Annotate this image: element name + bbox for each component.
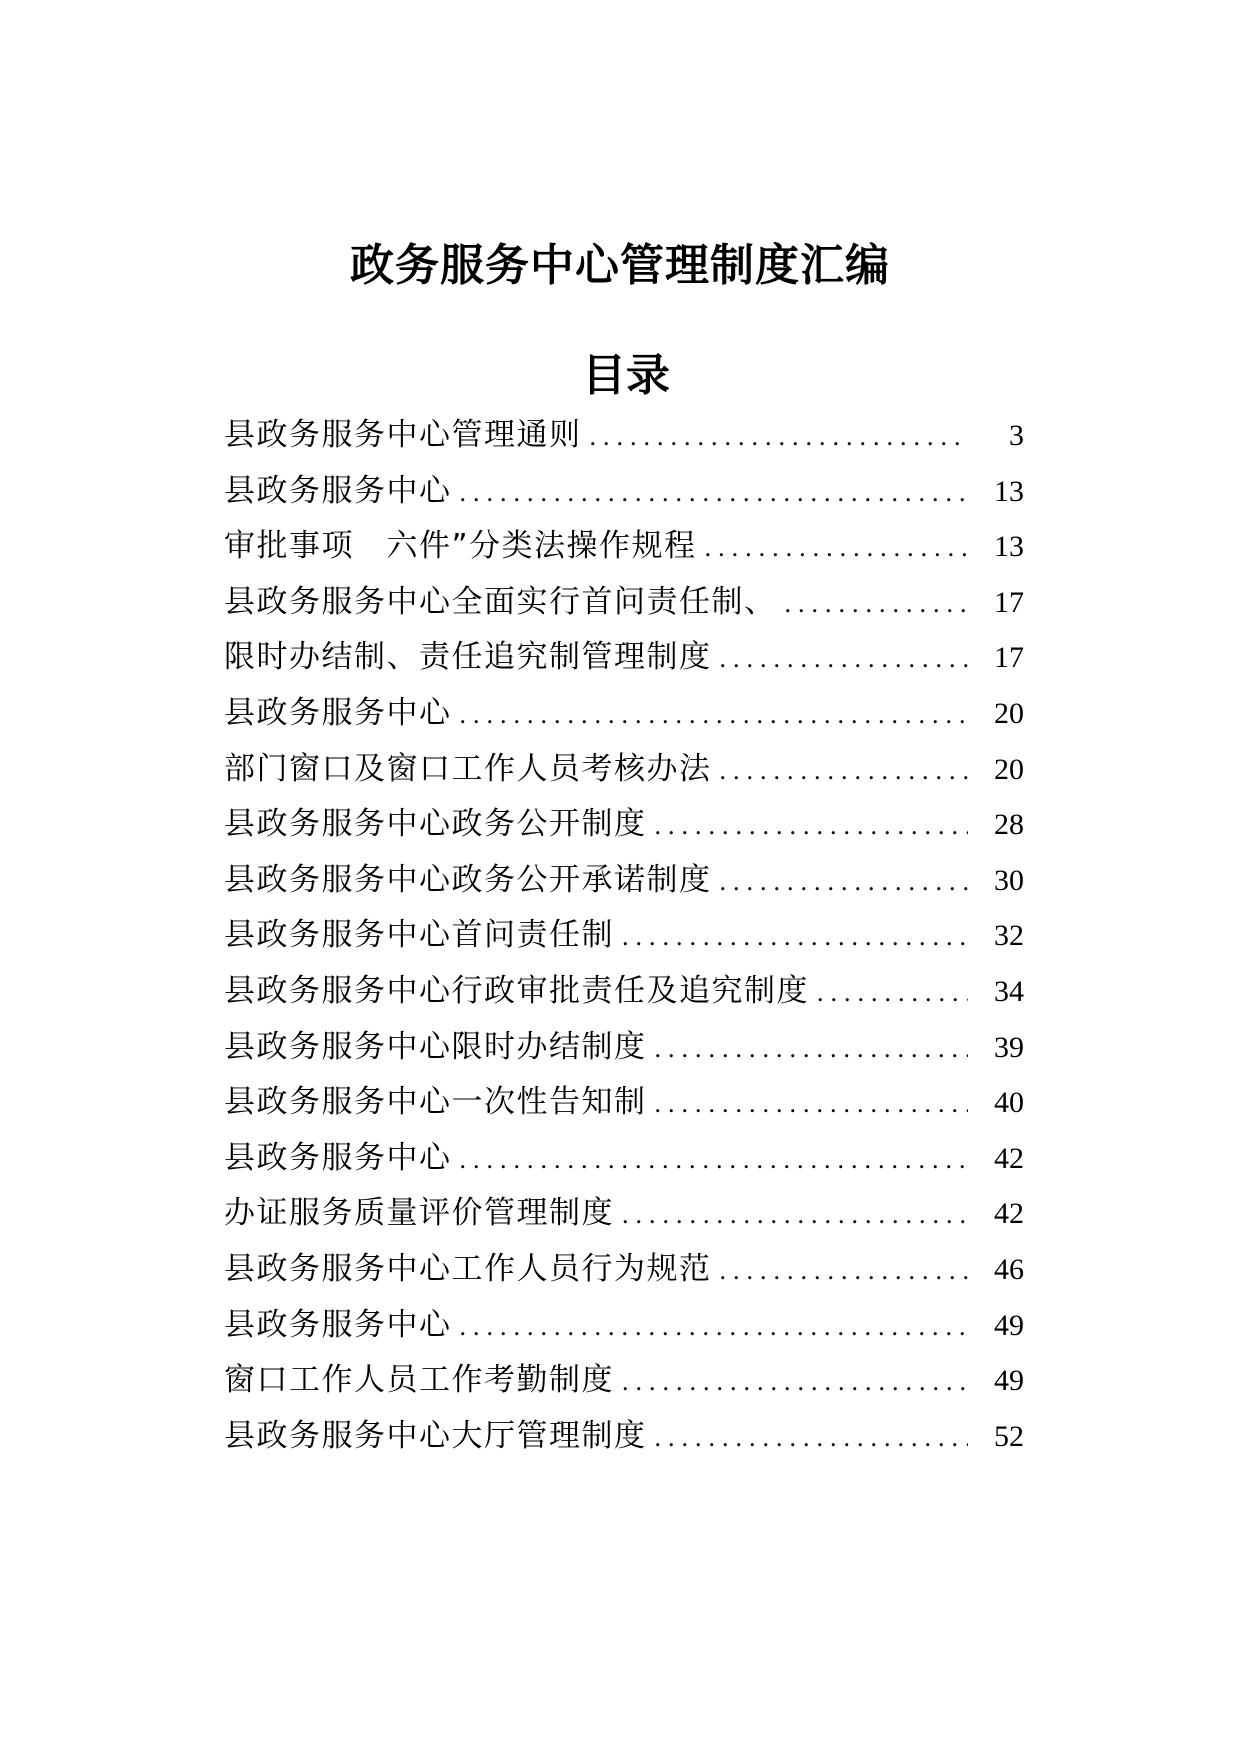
toc-entry[interactable] — [224, 742, 1024, 798]
toc-entry[interactable] — [224, 797, 1024, 853]
toc-entry-page: 28 — [994, 808, 1024, 842]
toc-entry[interactable] — [224, 1020, 1024, 1076]
toc-entry-page: 3 — [1009, 419, 1024, 452]
dot-leader — [460, 465, 969, 521]
toc-entry-page: 40 — [994, 1086, 1024, 1120]
toc-entry-title: 窗口工作人员工作考勤制度 — [224, 1362, 614, 1399]
dot-leader — [460, 687, 969, 743]
dot-leader — [655, 1021, 969, 1077]
toc-entry-page: 17 — [994, 585, 1024, 619]
toc-entry-page: 42 — [994, 1141, 1024, 1175]
toc-entry[interactable] — [224, 964, 1024, 1020]
dot-leader — [720, 854, 969, 910]
dot-leader — [705, 520, 968, 576]
dot-leader — [622, 909, 968, 965]
toc-entry-title: 县政务服务中心大厅管理制度 — [224, 1417, 647, 1454]
toc-entry[interactable] — [224, 853, 1024, 909]
toc-entry[interactable] — [224, 686, 1024, 742]
toc-entry-page: 46 — [994, 1252, 1024, 1286]
toc-entry-title: 审批事项 六件”分类法操作规程 — [224, 528, 697, 565]
toc-entry-page: 13 — [994, 530, 1024, 564]
toc-entry-title: 县政务服务中心全面实行首问责任制、 — [224, 583, 777, 620]
toc-entry-page: 13 — [994, 474, 1024, 508]
table-of-contents — [224, 408, 1024, 1464]
toc-entry[interactable] — [224, 1242, 1024, 1298]
toc-entry[interactable] — [224, 464, 1024, 520]
toc-entry-title: 部门窗口及窗口工作人员考核办法 — [224, 750, 712, 787]
dot-leader — [460, 1299, 969, 1355]
toc-entry[interactable] — [224, 1075, 1024, 1131]
toc-entry[interactable] — [224, 1409, 1024, 1465]
toc-entry[interactable] — [224, 1298, 1024, 1354]
toc-entry-page: 20 — [994, 696, 1024, 730]
toc-entry-title: 县政务服务中心行政审批责任及追究制度 — [224, 972, 809, 1009]
dot-leader — [720, 743, 969, 799]
toc-heading: 目录 — [582, 350, 670, 401]
dot-leader — [655, 1076, 969, 1132]
toc-entry-page: 39 — [994, 1030, 1024, 1064]
toc-entry[interactable] — [224, 630, 1024, 686]
dot-leader — [590, 409, 969, 465]
toc-entry-page: 52 — [994, 1419, 1024, 1453]
toc-entry-title: 县政务服务中心一次性告知制 — [224, 1084, 647, 1121]
toc-entry[interactable] — [224, 575, 1024, 631]
toc-entry-title: 县政务服务中心政务公开制度 — [224, 806, 647, 843]
document-title: 政务服务中心管理制度汇编 — [350, 240, 890, 291]
toc-entry-page: 17 — [994, 641, 1024, 675]
dot-leader — [785, 576, 969, 632]
dot-leader — [817, 965, 968, 1021]
toc-entry-page: 42 — [994, 1197, 1024, 1231]
dot-leader — [622, 1354, 968, 1410]
toc-entry[interactable] — [224, 1353, 1024, 1409]
dot-leader — [720, 1243, 969, 1299]
dot-leader — [655, 1410, 969, 1466]
toc-entry-title: 限时办结制、责任追究制管理制度 — [224, 639, 712, 676]
toc-entry-page: 49 — [994, 1308, 1024, 1342]
toc-entry-title: 县政务服务中心政务公开承诺制度 — [224, 861, 712, 898]
toc-entry[interactable] — [224, 1131, 1024, 1187]
toc-entry-title: 县政务服务中心 — [224, 694, 452, 731]
toc-entry-page: 32 — [994, 919, 1024, 953]
dot-leader — [622, 1187, 968, 1243]
toc-entry-page: 49 — [994, 1364, 1024, 1398]
toc-entry-title: 县政务服务中心首问责任制 — [224, 917, 614, 954]
toc-entry-title: 县政务服务中心限时办结制度 — [224, 1028, 647, 1065]
toc-entry-title: 办证服务质量评价管理制度 — [224, 1195, 614, 1232]
toc-entry-page: 20 — [994, 752, 1024, 786]
toc-entry-title: 县政务服务中心 — [224, 1139, 452, 1176]
dot-leader — [655, 798, 969, 854]
toc-entry[interactable] — [224, 519, 1024, 575]
toc-entry-page: 34 — [994, 974, 1024, 1008]
toc-entry-title: 县政务服务中心 — [224, 1306, 452, 1343]
toc-entry-title: 县政务服务中心管理通则 — [224, 417, 582, 453]
toc-entry[interactable] — [224, 1186, 1024, 1242]
toc-entry-page: 30 — [994, 863, 1024, 897]
dot-leader — [720, 631, 969, 687]
dot-leader — [460, 1132, 969, 1188]
toc-entry[interactable] — [224, 408, 1024, 464]
toc-entry-title: 县政务服务中心 — [224, 472, 452, 509]
toc-entry[interactable] — [224, 908, 1024, 964]
toc-entry-title: 县政务服务中心工作人员行为规范 — [224, 1250, 712, 1287]
